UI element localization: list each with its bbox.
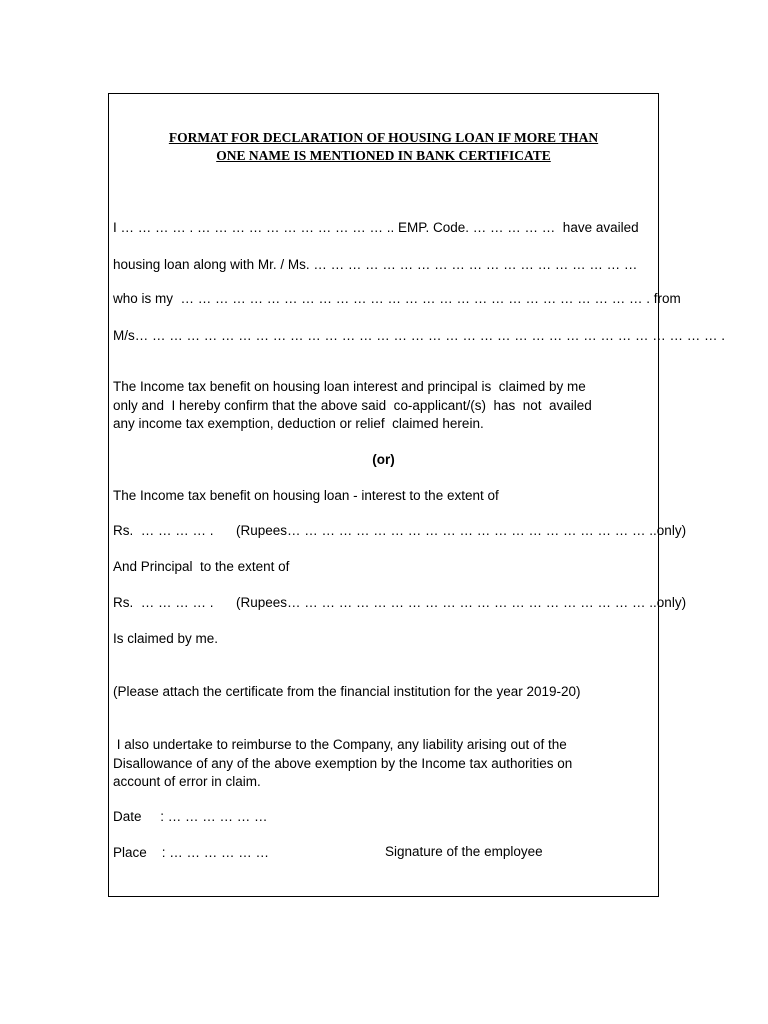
undertaking-paragraph [113, 736, 653, 792]
option-one-line-3: any income tax exemption, deduction or relief claimed herein. [113, 416, 484, 431]
relation-line: who is my … … … … … … … … … … … … … … … … … … … … … … … … … … … . from [113, 291, 681, 306]
interest-amount-line: Rs. … … … … . (Rupees… … … … … … … … … … … … … … … … … … … … … ..only) [113, 523, 687, 538]
claimed-by-me: Is claimed by me. [113, 631, 219, 646]
co-applicant-line: housing loan along with Mr. / Ms. … … … … … … … … … … … … … … … … … … … [113, 257, 638, 272]
principal-intro: And Principal to the extent of [113, 559, 290, 574]
signature-label: Signature of the employee [385, 844, 543, 859]
company-line: M/s… … … … … … … … … … … … … … … … … … … … … … … … … … … … … … … … … … . [113, 328, 726, 343]
employee-name-line: I … … … … . … … … … … … … … … … … .. EMP. Code. … … … … … have availed [113, 220, 639, 235]
option-one-line-1: The Income tax benefit on housing loan interest and principal is claimed by me [113, 379, 586, 394]
undertaking-line-3: account of error in claim. [113, 774, 261, 789]
undertaking-line-1: I also undertake to reimburse to the Company, any liability arising out of the [113, 737, 567, 752]
or-separator: (or) [372, 452, 395, 467]
attach-certificate-note: (Please attach the certificate from the financial institution for the year 2019-20) [113, 684, 581, 699]
interest-intro: The Income tax benefit on housing loan - interest to the extent of [113, 488, 499, 503]
option-one-paragraph [113, 378, 653, 434]
option-one-line-2: only and I hereby confirm that the above said co-applicant/(s) has not availed [113, 397, 592, 413]
undertaking-line-2: Disallowance of any of the above exemption by the Income tax authorities on [113, 755, 573, 771]
form-title-line-1: FORMAT FOR DECLARATION OF HOUSING LOAN IF MORE THAN [168, 130, 599, 145]
principal-amount-line: Rs. … … … … . (Rupees… … … … … … … … … … … … … … … … … … … … … ..only) [113, 595, 687, 610]
form-title-line-2: ONE NAME IS MENTIONED IN BANK CERTIFICATE [216, 148, 551, 163]
place-field: Place : … … … … … … [113, 845, 270, 860]
date-field: Date : … … … … … … [113, 809, 268, 824]
